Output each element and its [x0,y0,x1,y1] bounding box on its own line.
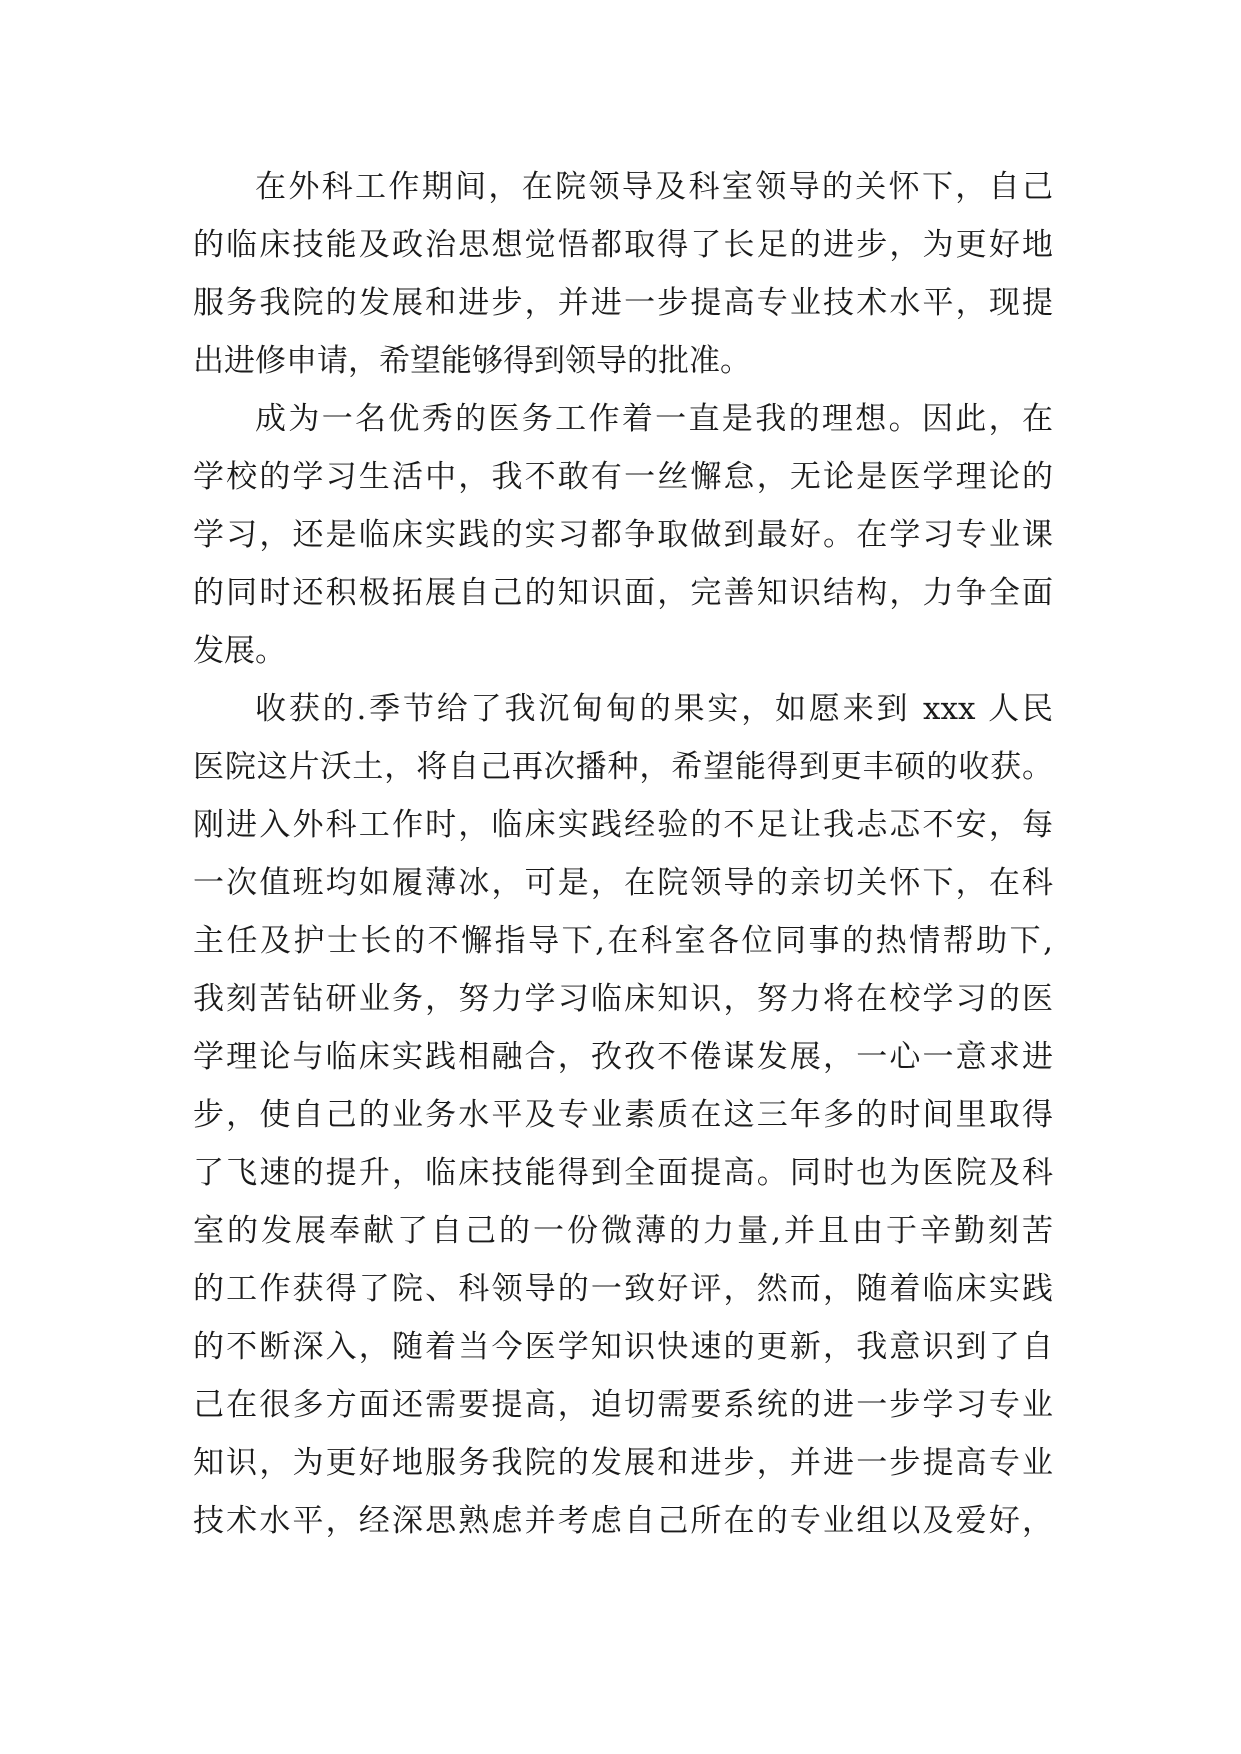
paragraph-2 [193,390,1053,680]
text-line: 我刻苦钻研业务，努力学习临床知识，努力将在校学习的医 [193,981,1053,1017]
document-body [193,158,1053,1550]
text-line: 出进修申请，希望能够得到领导的批准。 [193,343,751,379]
text-line: 学校的学习生活中，我不敢有一丝懈怠，无论是医学理论的 [193,459,1053,495]
text-line: 发展。 [193,633,286,669]
text-line: 学理论与临床实践相融合，孜孜不倦谋发展，一心一意求进 [193,1039,1053,1075]
text-line: 刚进入外科工作时，临床实践经验的不足让我忐忑不安，每 [193,807,1053,843]
text-line: 医院这片沃土，将自己再次播种，希望能得到更丰硕的收获。 [193,749,1053,785]
text-line: 的同时还积极拓展自己的知识面，完善知识结构，力争全面 [193,575,1053,611]
text-line: 的不断深入，随着当今医学知识快速的更新，我意识到了自 [193,1329,1053,1365]
paragraph-3 [193,680,1053,1550]
paragraph-1 [193,158,1053,390]
text-line: 的工作获得了院、科领导的一致好评，然而，随着临床实践 [193,1271,1053,1307]
text-line: 步，使自己的业务水平及专业素质在这三年多的时间里取得 [193,1097,1053,1133]
text-line: 一次值班均如履薄冰，可是，在院领导的亲切关怀下，在科 [193,865,1053,901]
text-line: 服务我院的发展和进步，并进一步提高专业技术水平，现提 [193,285,1053,321]
text-line: 收获的.季节给了我沉甸甸的果实，如愿来到 xxx 人民 [255,691,1053,727]
text-line: 的临床技能及政治思想觉悟都取得了长足的进步，为更好地 [193,227,1053,263]
text-line: 了飞速的提升，临床技能得到全面提高。同时也为医院及科 [193,1155,1053,1191]
text-line: 室的发展奉献了自己的一份微薄的力量,并且由于辛勤刻苦 [193,1213,1053,1249]
text-line: 学习，还是临床实践的实习都争取做到最好。在学习专业课 [193,517,1053,553]
text-line: 知识，为更好地服务我院的发展和进步，并进一步提高专业 [193,1445,1053,1481]
text-line: 己在很多方面还需要提高，迫切需要系统的进一步学习专业 [193,1387,1053,1423]
text-line: 在外科工作期间，在院领导及科室领导的关怀下，自己 [255,169,1053,205]
text-line: 主任及护士长的不懈指导下,在科室各位同事的热情帮助下, [193,923,1053,959]
text-line: 技术水平，经深思熟虑并考虑自己所在的专业组以及爱好， [193,1503,1053,1539]
text-line: 成为一名优秀的医务工作着一直是我的理想。因此，在 [255,401,1053,437]
